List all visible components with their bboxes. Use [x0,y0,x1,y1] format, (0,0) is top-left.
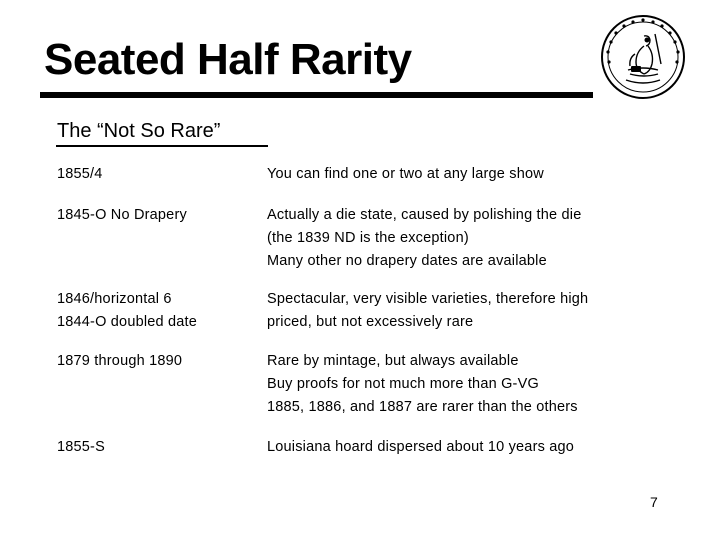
row-description-line: Many other no drapery dates are available [267,253,547,269]
row-description-line: 1885, 1886, and 1887 are rarer than the others [267,399,578,415]
row-description [267,163,667,186]
row-label-line: 1845-O No Drapery [57,207,187,223]
row-description-line: Louisiana hoard dispersed about 10 years ago [267,439,575,455]
subtitle-underline [56,145,268,147]
title-underline-rule [40,92,593,98]
row-description-line: (the 1839 ND is the exception) [267,230,469,246]
row-description-line: Spectacular, very visible varieties, therefore high [267,291,589,307]
row-label-line: 1855/4 [57,166,103,182]
row-description-line: Rare by mintage, but always available [267,353,519,369]
row-label [57,288,262,334]
row-label [57,436,262,459]
section-subtitle: The “Not So Rare” [57,120,221,142]
coin-icon [600,14,686,100]
row-label-line: 1855-S [57,439,105,455]
row-description-line: priced, but not excessively rare [267,314,474,330]
row-label-line: 1879 through 1890 [57,353,183,369]
slide-title: Seated Half Rarity [44,35,412,84]
row-label [57,204,262,227]
row-label [57,350,262,373]
row-description-line: Buy proofs for not much more than G-VG [267,376,539,392]
row-description [267,204,667,273]
row-description-line: Actually a die state, caused by polishing the die [267,207,582,223]
row-description-line: You can find one or two at any large show [267,166,544,182]
row-label-line: 1846/horizontal 6 [57,291,172,307]
row-label-line: 1844-O doubled date [57,314,198,330]
page-number: 7 [650,494,658,510]
row-description [267,288,667,334]
row-description [267,350,667,419]
row-label [57,163,262,186]
row-description [267,436,667,459]
